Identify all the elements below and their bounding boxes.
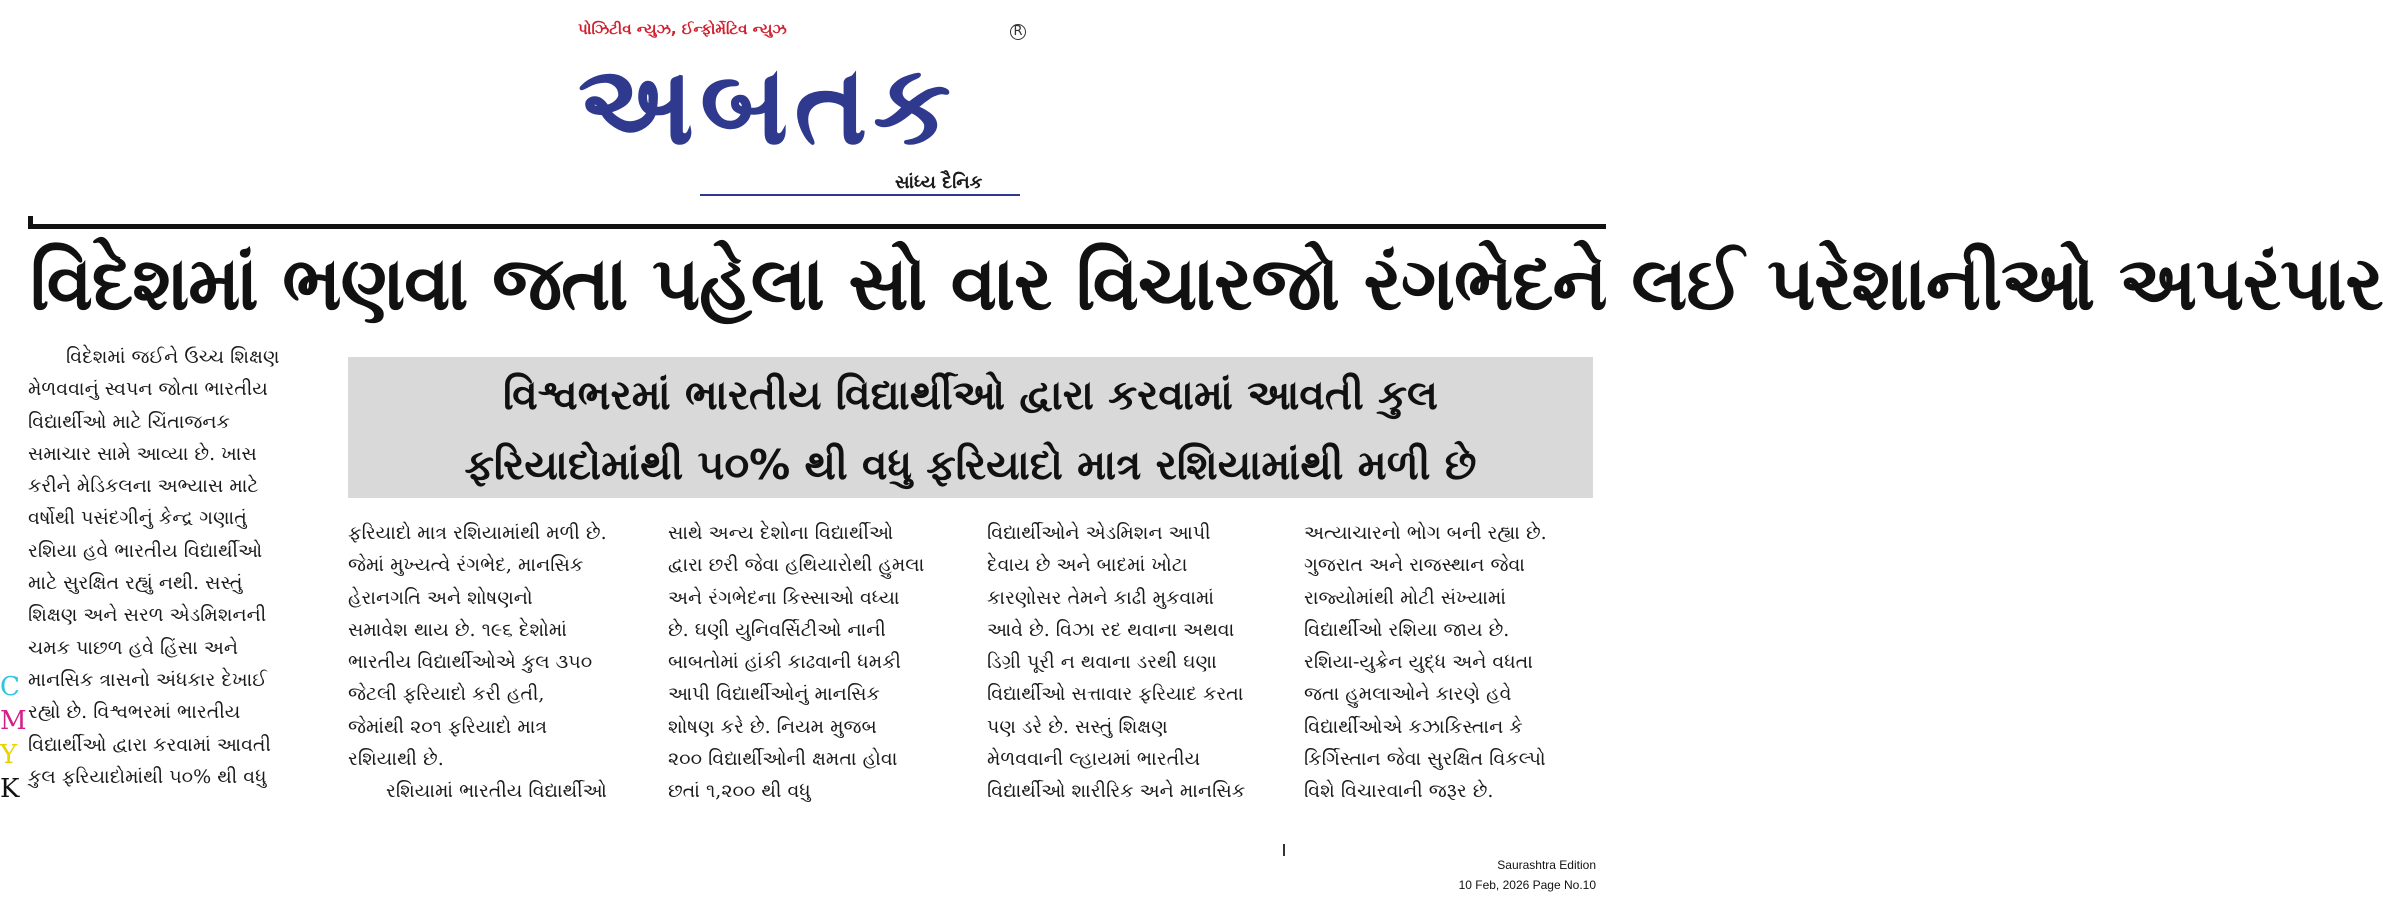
edition-name: Saurashtra Edition [1497, 858, 1596, 872]
article-text-line: ગુજરાત અને રાજસ્થાન જેવા [1304, 554, 1525, 577]
article-text-line: હેરાનગતિ અને શોષણનો [348, 586, 533, 609]
article-column-5 [1304, 517, 1594, 808]
article-text-line: વિદ્યાર્થીઓએ કઝાકિસ્તાન કે [1304, 715, 1523, 738]
crop-mark-y: Y [0, 740, 18, 770]
registered-mark-icon: R [1010, 24, 1026, 40]
article-text-line: શોષણ કરે છે. નિયમ મુજબ [668, 715, 877, 738]
article-text-line: શિક્ષણ અને સરળ એડમિશનની [28, 604, 267, 627]
crop-mark-m: M [0, 706, 27, 736]
article-text-line: અત્યાચારનો ભોગ બની રહ્યા છે. [1304, 522, 1547, 544]
edition-date-page: 10 Feb, 2026 Page No.10 [1458, 878, 1596, 892]
article-text-line: જતા હુમલાઓને કારણે હવે [1304, 683, 1512, 706]
article-text-line: વિદ્યાર્થીઓ સત્તાવાર ફરિયાદ કરતા [987, 683, 1244, 706]
article-text-line: વિદ્યાર્થીઓ શારીરિક અને માનસિક [987, 780, 1246, 803]
subheadline-line-1: વિશ્વભરમાં ભારતીય વિદ્યાર્થીઓ દ્વારા કરવામાં આવતી કુલ [502, 371, 1439, 419]
article-headline: વિદેશમાં ભણવા જતા પહેલા સો વાર વિચારજો રંગભેદને લઈ પરેશાનીઓ અપરંપાર [30, 241, 2383, 327]
article-text-line: મેળવવાની લ્હાયમાં ભારતીય [987, 748, 1201, 771]
article-text-line: વિદ્યાર્થીઓ માટે ચિંતાજનક [28, 410, 230, 433]
article-column-1 [28, 341, 318, 793]
article-text-line: અને રંગભેદના કિસ્સાઓ વધ્યા [668, 586, 900, 609]
headline-top-rule [28, 224, 1606, 229]
article-text-line: માટે સુરક્ષિત રહ્યું નથી. સસ્તું [28, 572, 243, 595]
article-text-line: છતાં ૧,૨૦૦ થી વધુ [668, 780, 811, 803]
article-text-line: મેળવવાનું સ્વપન જોતા ભારતીય [28, 378, 268, 401]
crop-mark-c: C [0, 672, 20, 702]
article-text-line: રશિયાથી છે. [348, 748, 444, 771]
article-text-line: સમાચાર સામે આવ્યા છે. ખાસ [28, 442, 257, 465]
article-text-line: પણ ડરે છે. સસ્તું શિક્ષણ [987, 715, 1168, 738]
article-text-line: બાબતોમાં હાંકી કાઢવાની ધમકી [668, 651, 901, 674]
article-column-3 [668, 517, 958, 808]
article-text-line: કરીને મેડિકલના અભ્યાસ માટે [28, 475, 259, 498]
article-text-line: જેમાંથી ૨૦૧ ફરિયાદો માત્ર [348, 715, 548, 738]
article-text-line: જેમાં મુખ્યત્વે રંગભેદ, માનસિક [348, 554, 584, 577]
article-text-line: વિદ્યાર્થીઓને એડમિશન આપી [987, 522, 1211, 544]
article-text-line: રશિયા હવે ભારતીય વિદ્યાર્થીઓ [28, 539, 263, 562]
article-text-line: ભારતીય વિદ્યાર્થીઓએ કુલ ૩૫૦ [348, 651, 593, 674]
article-text-line: કિર્ગિસ્તાન જેવા સુરક્ષિત વિકલ્પો [1304, 748, 1546, 771]
color-registration-marks [0, 670, 27, 806]
article-text-line: ચમક પાછળ હવે હિંસા અને [28, 636, 239, 659]
masthead-underline [700, 194, 1020, 196]
article-text-line: ૨૦૦ વિદ્યાર્થીઓની ક્ષમતા હોવા [668, 748, 898, 771]
edition-info [1459, 855, 1596, 895]
article-text-line: વિદ્યાર્થીઓ રશિયા જાય છે. [1304, 618, 1510, 641]
article-text-line: કારણોસર તેમને કાઢી મુકવામાં [987, 586, 1215, 609]
article-text-line: આપી વિદ્યાર્થીઓનું માનસિક [668, 683, 880, 706]
article-column-4 [987, 517, 1277, 808]
article-text-line: આવે છે. વિઝા રદ થવાના અથવા [987, 618, 1235, 641]
article-text-line: રાજ્યોમાંથી મોટી સંખ્યામાં [1304, 586, 1506, 609]
article-text-line: સાથે અન્ય દેશોના વિદ્યાર્થીઓ [668, 522, 894, 544]
subheadline-box [348, 357, 1593, 498]
article-text-line: વિદ્યાર્થીઓ દ્વારા કરવામાં આવતી [28, 733, 271, 756]
article-text-line: ડિગ્રી પૂરી ન થવાના ડરથી ઘણા [987, 651, 1217, 674]
article-text-line: સમાવેશ થાય છે. ૧૯૬ દેશોમાં [348, 618, 567, 641]
article-text-line: વર્ષોથી પસંદગીનું કેન્દ્ર ગણાતું [28, 507, 247, 530]
article-text-line: કુલ ફરિયાદોમાંથી ૫૦% થી વધુ [28, 765, 267, 788]
column-end-tick [1283, 844, 1285, 856]
article-text-line: ફરિયાદો માત્ર રશિયામાંથી મળી છે. [348, 522, 607, 544]
subheadline-line-2: ફરિયાદોમાંથી ૫૦% થી વધુ ફરિયાદો માત્ર રશિયામાંથી મળી છે [464, 441, 1477, 489]
article-text-line: દેવાય છે અને બાદમાં ખોટા [987, 554, 1188, 577]
article-text-line: રહ્યો છે. વિશ્વભરમાં ભારતીય [28, 701, 241, 724]
masthead-subtitle: સાંધ્ય દૈનિક [895, 172, 983, 193]
article-text-line: જેટલી ફરિયાદો કરી હતી, [348, 683, 545, 706]
article-text-line: વિશે વિચારવાની જરૂર છે. [1304, 780, 1494, 803]
article-text-line: છે. ઘણી યુનિવર્સિટીઓ નાની [668, 618, 886, 641]
crop-mark-k: K [0, 774, 20, 804]
newspaper-logo: અબતક [578, 41, 957, 169]
article-text-line: રશિયા-યુક્રેન યુદ્ધ અને વધતા [1304, 651, 1533, 674]
article-text-line: વિદેશમાં જઈને ઉચ્ચ શિક્ષણ [66, 346, 280, 368]
article-text-line: દ્વારા છરી જેવા હથિયારોથી હુમલા [668, 554, 925, 577]
article-text-line: રશિયામાં ભારતીય વિદ્યાર્થીઓ [386, 780, 607, 803]
article-column-2 [348, 517, 638, 808]
article-text-line: માનસિક ત્રાસનો અંધકાર દેખાઈ [28, 668, 267, 691]
masthead-tagline: પોઝિટીવ ન્યુઝ, ઈન્ફોર્મેટિવ ન્યુઝ [578, 20, 787, 38]
